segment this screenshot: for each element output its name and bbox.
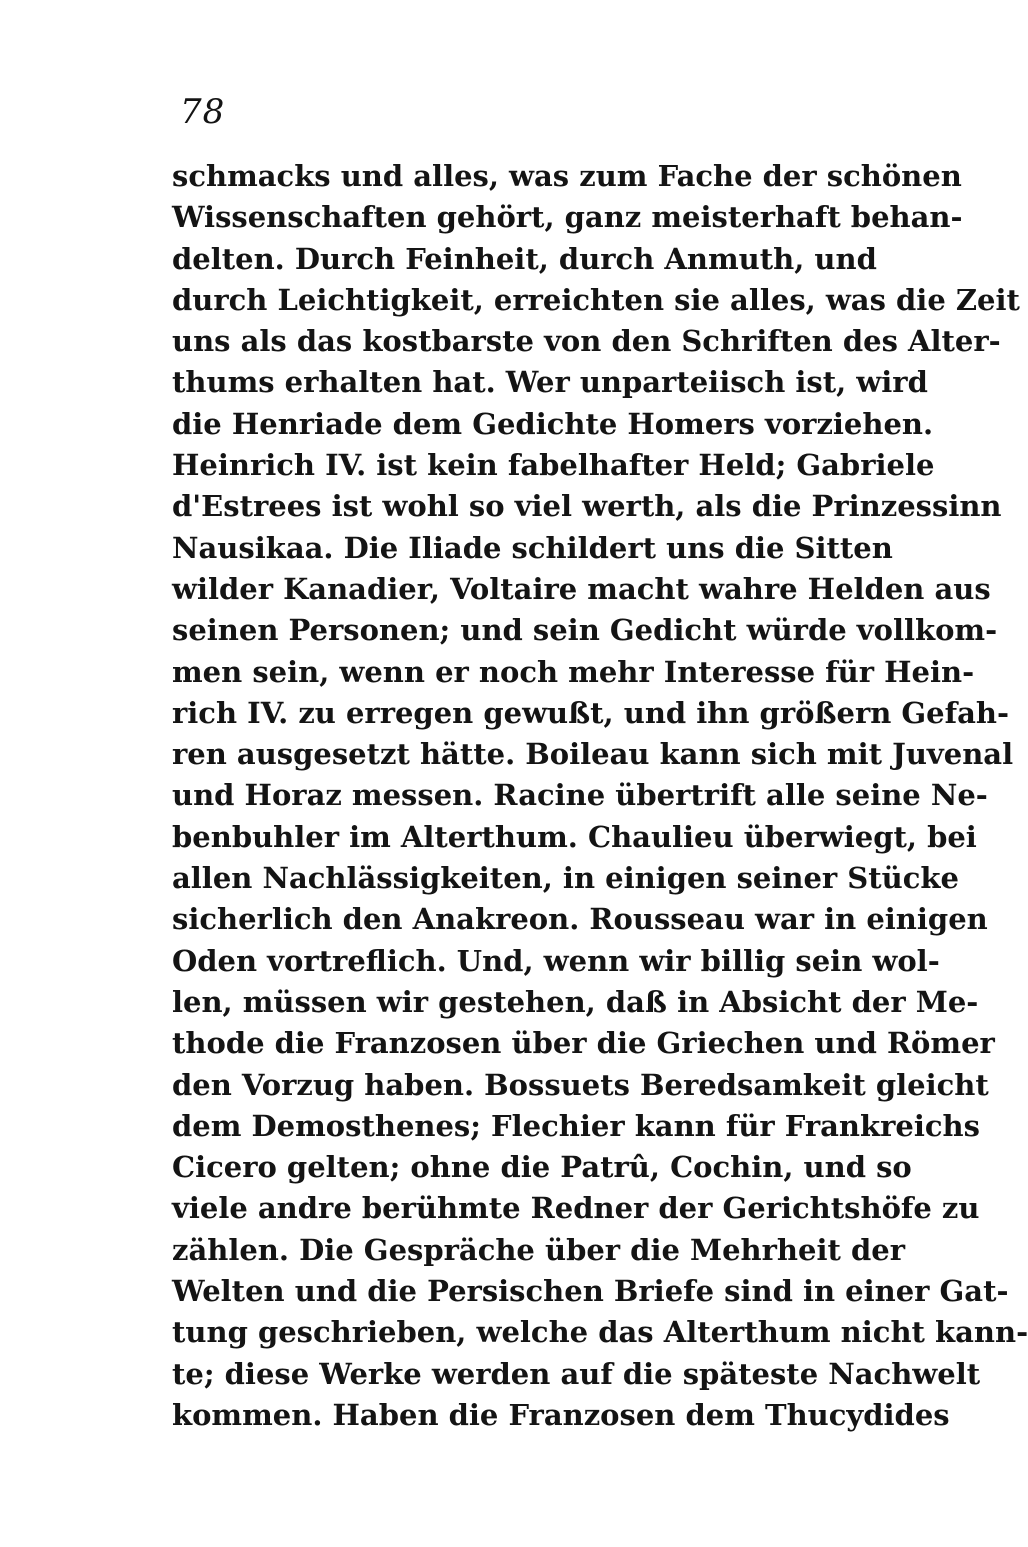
text-line: len, müssen wir gestehen, daß in Absicht der Me- [172,984,979,1019]
text-line: zählen. Die Gespräche über die Mehrheit der [172,1232,905,1267]
text-line: uns als das kostbarste von den Schriften des Alter- [172,324,1001,359]
text-line: Cicero gelten; ohne die Patrû, Cochin, und so [172,1150,912,1185]
text-line: Heinrich IV. ist kein fabelhafter Held; Gabriele [172,448,935,483]
text-line: tung geschrieben, welche das Alterthum nicht kann- [172,1315,1028,1350]
text-line: rich IV. zu erregen gewußt, und ihn größern Gefah- [172,695,1010,730]
text-line: die Henriade dem Gedichte Homers vorziehen. [172,406,934,441]
text-line: Oden vortreflich. Und, wenn wir billig sein wol- [172,943,940,978]
text-line: thums erhalten hat. Wer unparteiisch ist, wird [172,365,928,400]
text-line: wilder Kanadier, Voltaire macht wahre Helden aus [172,571,991,606]
text-line: schmacks und alles, was zum Fache der schönen [172,159,962,193]
text-line: Welten und die Persischen Briefe sind in einer Gat- [172,1274,1009,1309]
text-line: d'Estrees ist wohl so viel werth, als die Prinzessinn [172,489,1002,524]
text-line: Wissenschaften gehört, ganz meisterhaft behan- [172,200,963,235]
text-line: durch Leichtigkeit, erreichten sie alles, was die Zeit [172,282,1020,317]
text-line: te; diese Werke werden auf die späteste Nachwelt [172,1356,981,1391]
text-line: ren ausgesetzt hätte. Boileau kann sich mit Juvenal [172,737,1014,772]
text-line: allen Nachlässigkeiten, in einigen seiner Stücke [172,861,959,896]
text-line: den Vorzug haben. Bossuets Beredsamkeit gleicht [172,1067,989,1102]
text-line: thode die Franzosen über die Griechen und Römer [172,1026,995,1061]
text-line: benbuhler im Alterthum. Chaulieu überwiegt, bei [172,819,977,854]
text-line: viele andre berühmte Redner der Gerichtshöfe zu [172,1191,980,1226]
text-line: sicherlich den Anakreon. Rousseau war in einigen [172,902,988,937]
text-line: und Horaz messen. Racine übertrift alle seine Ne- [172,778,988,813]
text-line: men sein, wenn er noch mehr Interesse für Hein- [172,654,975,689]
text-line: seinen Personen; und sein Gedicht würde vollkom- [172,613,998,648]
text-line: delten. Durch Feinheit, durch Anmuth, und [172,241,877,276]
text-line: dem Demosthenes; Flechier kann für Frankreichs [172,1108,980,1143]
body-text [172,156,1028,1436]
text-line: Nausikaa. Die Iliade schildert uns die Sitten [172,530,893,565]
text-line: kommen. Haben die Franzosen dem Thucydides [172,1397,950,1432]
page-number: 78 [180,92,226,132]
